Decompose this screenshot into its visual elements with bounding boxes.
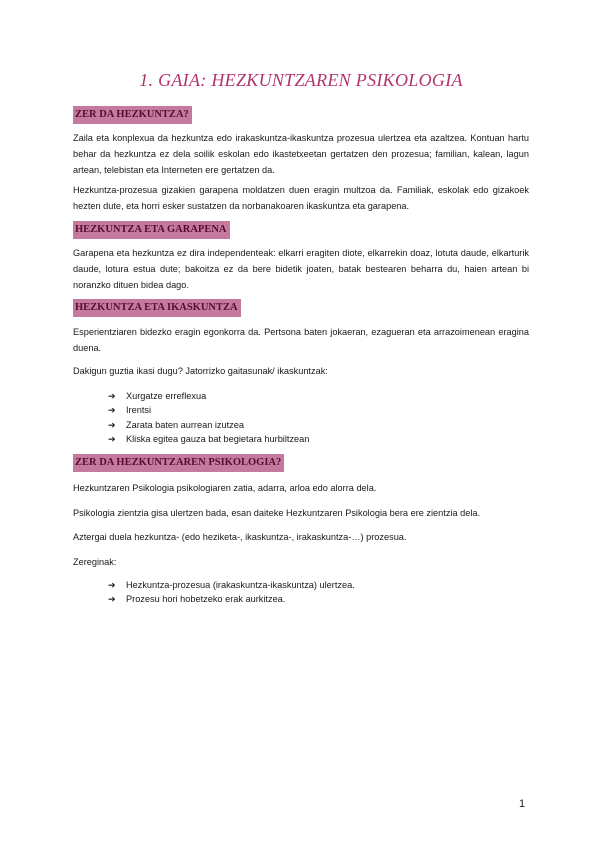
- section-heading-zer-da-hezkuntzaren-psikologia: ZER DA HEZKUNTZAREN PSIKOLOGIA?: [73, 454, 284, 472]
- list-item: [108, 592, 355, 606]
- section-heading-hezkuntza-eta-ikaskuntza: HEZKUNTZA ETA IKASKUNTZA: [73, 299, 241, 317]
- list-item: [108, 389, 309, 403]
- list-item: [108, 418, 309, 432]
- section-heading-zer-da-hezkuntza: ZER DA HEZKUNTZA?: [73, 106, 192, 124]
- paragraph: Hezkuntzaren Psikologia psikologiaren zatia, adarra, arloa edo alorra dela.: [73, 483, 377, 493]
- arrow-icon: ➔: [108, 419, 116, 430]
- paragraph: Garapena eta hezkuntza ez dira independenteak: elkarri eragiten diote, elkarrekin doaz, lotuta daude, elkarturik daude, lotura estua dute; bakoitza ez da bere bidetik joaten, batak bestearen beharra du, haien artean bi noranzko dituen bidea dago.: [73, 248, 529, 290]
- paragraph: Esperientziaren bidezko eragin egonkorra da. Pertsona baten jokaeran, ezagueran eta arrazoimenean eragina duena.: [73, 327, 529, 353]
- arrow-icon: ➔: [108, 405, 116, 416]
- arrow-icon: ➔: [108, 580, 116, 590]
- list-item-text: Irentsi: [126, 405, 152, 416]
- list-item-text: Xurgatze erreflexua: [126, 391, 207, 401]
- list-item-text: Hezkuntza-prozesua (irakaskuntza-ikaskuntza) ulertzea.: [126, 580, 355, 590]
- paragraph: Hezkuntza-prozesua gizakien garapena moldatzen duen eragin multzoa da. Familiak, eskolak edo gizakoek hezten dute, eta horri esker sustatzen da norbanakoaren ikaskuntza eta garapena.: [73, 185, 529, 211]
- paragraph: Zaila eta konplexua da hezkuntza edo irakaskuntza-ikaskuntza prozesua ulertzea eta azaltzea. Kontuan hartu behar da hezkuntza ez dela soilik eskolan edo ikastetxeetan gertatzen den prozesua; familian, kalean, lagun artean, telebistan eta Interneten ere gertatzen da.: [73, 133, 529, 175]
- list-item: [108, 403, 309, 417]
- paragraph: Zereginak:: [73, 557, 117, 567]
- page-number: 1: [519, 798, 526, 810]
- bullet-list: [108, 578, 355, 607]
- page-title: 1. GAIA: HEZKUNTZAREN PSIKOLOGIA: [139, 70, 463, 90]
- list-item-text: Prozesu hori hobetzeko erak aurkitzea.: [126, 594, 286, 605]
- arrow-icon: ➔: [108, 433, 116, 444]
- arrow-icon: ➔: [108, 594, 116, 605]
- arrow-icon: ➔: [108, 391, 116, 401]
- paragraph: Dakigun guztia ikasi dugu? Jatorrizko gaitasunak/ ikaskuntzak:: [73, 366, 328, 376]
- list-item: [108, 432, 309, 446]
- list-item-text: Zarata baten aurrean izutzea: [126, 419, 244, 430]
- bullet-list: [108, 389, 309, 446]
- list-item: [108, 578, 355, 592]
- list-item-text: Kliska egitea gauza bat begietara hurbiltzean: [126, 433, 310, 444]
- paragraph: Psikologia zientzia gisa ulertzen bada, esan daiteke Hezkuntzaren Psikologia bera ere zientzia dela.: [73, 508, 481, 518]
- paragraph: Aztergai duela hezkuntza- (edo heziketa-, ikaskuntza-, irakaskuntza-…) prozesua.: [73, 532, 407, 542]
- section-heading-hezkuntza-eta-garapena: HEZKUNTZA ETA GARAPENA: [73, 221, 230, 239]
